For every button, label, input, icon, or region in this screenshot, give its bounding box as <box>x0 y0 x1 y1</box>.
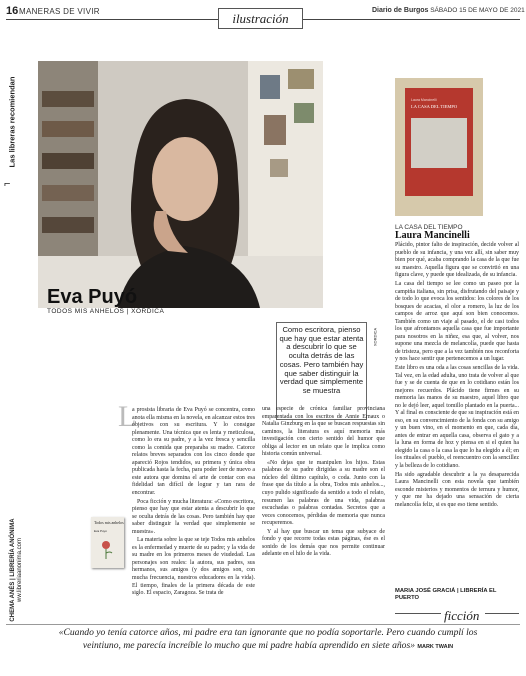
pull-quote-text: «Cuando yo tenía catorce años, mi padre era tan ignorante que no podía soportarle. Pero cuando cumplí los veintiuno, me parecía increíble lo mucho que mi padre había aprendido en siete años» <box>58 627 478 651</box>
paragraph: «No dejas que te manipulen los hijos. Estas palabras de su padre dirigidas a su madre son el núcleo del último capítulo, o coda. Junto con la frase que da título a la obra, Todos mis anhelos..., cuyo pulido significado da sentido a todo el relato, resumen las palabras de una vida, palabras escuchadas o palabras contadas. Secretos que a veces conocemos, pérdidas de memoria que nunca recuperemos. <box>262 459 385 527</box>
author-name: Eva Puyó <box>47 286 138 308</box>
book-cover-image <box>411 118 467 168</box>
divider <box>395 613 441 614</box>
reviewer-credit <box>6 500 23 640</box>
paragraph: La casa del tiempo se lee como un paseo por la campiña italiana, sin prisa, disfrutando del paisaje y de todo lo que evoca los sentidos: los colores de los bosques de acacias, el olor a romero, la luz de los campos de arroz que aquí son bien conocemos. También como un viaje al pasado, el de casi todos los que afrontamos aquella casa que fue importante para nosotros en la niñez, esa que, al volver, nos supone una mezcla de melancolía, puede que hasta de tristeza, pero que a la vez también nos reconforta y nos hace sentir que pertenecemos a un lugar. <box>395 281 519 362</box>
flower-icon <box>96 537 116 559</box>
series-label-text: Las libreras recomiendan <box>7 76 17 168</box>
author-photo <box>38 61 323 308</box>
section-name: MANERAS DE VIVIR <box>19 7 100 16</box>
reviewer-name: CHEMA ANÉS | LIBRERÍA ANÓNIMA <box>10 518 16 622</box>
book-cover-author: Laura Mancinelli <box>411 98 437 102</box>
pull-quote <box>58 627 478 652</box>
quote-box: Como escritora, pienso que hay que estar atenta a descubrir lo que se oculta detrás de las cosas. Pero también hay que saber distinguir la verdad que simplemente se muestra <box>276 322 367 420</box>
book-cover-author: Eva Puyó <box>94 529 107 533</box>
divider <box>485 613 519 614</box>
page-number: 16 <box>6 5 19 17</box>
sidebar-reviewer: MARIA JOSÉ GRACIÁ | LIBRERÍA EL <box>395 588 497 594</box>
paragraph: Y al hay que buscar un tema que subyace de fondo y que recorre todas estas páginas, ése es el sonido de los demás que nos permite continuar adelante en el hilo de la vida. <box>262 528 385 558</box>
pull-quote-source: MARK TWAIN <box>417 643 454 650</box>
article-column-2 <box>262 406 385 560</box>
photo-credit-text: XORDICA <box>372 327 378 347</box>
book-cover-casa-del-tiempo <box>395 78 483 216</box>
paragraph: Ha sido agradable descubrir a la ya desaparecida Laura Mancinelli con esta novela que también esconde misterios y momentos de ternura y humor, y que me ha dejado una sensación de cierta melancolía feliz, si es que eso tiene sentido. <box>395 471 519 508</box>
sidebar-kicker: LA CASA DEL TIEMPO <box>395 224 463 231</box>
book-cover-todos-mis-anhelos <box>91 517 124 568</box>
drop-cap: L <box>118 400 137 433</box>
paragraph: Plácido, pintor falto de inspiración, decide volver al pueblo de su infancia, y una vez allí, sin saber muy bien por qué, acaba comprando la casa de la que fue su maestro. Aquella figura que se convirtió en una figura clave, y puede que idealizada, de su infancia. <box>395 242 519 278</box>
book-line: TODOS MIS ANHELOS | XORDICA <box>47 308 165 315</box>
reviewer-website: ww.libreriaanonima.com <box>17 537 23 603</box>
genre-label: ficción <box>444 608 480 623</box>
section-tag: ilustración <box>218 8 303 29</box>
sidebar-title: Laura Mancinelli <box>395 230 470 241</box>
paragraph: Este libro es una oda a las cosas sencillas de la vida. Tal vez, en la edad adulta, uno trata de volver al que fue y se de cuenta de que en lo cotidiano están los mejores recuerdos. Plácido tiene firmes en su memoria las manos de su maestro, aquel libro que no le dejó leer, aquel tomillo plantado en la puerta... Y al final es consciente de que su inspiración está en eso, en su convencimiento de la fonda con su amigo y un buen vino, en el momento en que, cada día, antes de entrar en aquella casa, observa el gato y a la luna en forma de hoz y piensa en si el quien ha elegido la casa o la casa la que lo ha elegido a él; en los rituales el pueblo, el reencuentro con la sencillez y la belleza de lo cotidiano. <box>395 365 519 469</box>
sidebar-body <box>395 242 519 511</box>
article-column-1 <box>132 407 255 599</box>
footer-rule <box>6 624 520 625</box>
paragraph: La materia sobre la que se teje Todos mis anhelos es la enfermedad y muerte de su padre; y la vida de su madre en los primeros meses de viudedad. Las personajes son reales: la autora, sus padres, sus hermanos, sus amigos (y dos amigos son, con mucha frecuencia, nuestros educadores en la vida). El tiempo, finales de la primera década de este siglo. El espacio, Zaragoza. Se trata de <box>132 537 255 597</box>
photo-credit <box>372 322 378 352</box>
issue-date: SÁBADO 15 DE MAYO DE 2021 <box>430 7 525 14</box>
book-cover-title: Todos mis anhelos <box>94 520 124 525</box>
paragraph: una especie de crónica familiar provinciana emparentada con los escritos de Annie Ernaux o Natalia Ginzburg en la que se buscan respuestas sin caminos, la literatura es aquí memoria más investigación con cierto sentido del humor que obliga al lector en un relato que le implica como historia común universal. <box>262 406 385 458</box>
paragraph: Poca ficción y mucha literatura: «Como escritora, pienso que hay que estar atenta a descubrir lo que se oculta detrás de las cosas. Pero también hay que saber distinguir la verdad que simplemente se muestra». <box>132 498 255 535</box>
arrow-icon: ⌐ <box>4 178 11 190</box>
paper-name: Diario de Burgos <box>372 7 429 14</box>
book-cover-title: LA CASA DEL TIEMPO <box>411 104 458 109</box>
sidebar-reviewer-2: PUERTO <box>395 595 420 601</box>
series-label <box>6 62 18 182</box>
paragraph: a prosista libraria de Eva Puyó se concentra, como anota ella misma en la novela, en alcanzar estos tres objetivos con su escritura. Y lo consigue plenamente. Una técnica que es lenta y meticulosa, como lo era su padre, y a la vez fresca y sencilla como la comida que preparaba su madre. Catorce relatos breves separados con los cinco donde que apareció Rojos tendidos, su primera y única obra publicada hasta la fecha, para poder leer de nuevo a este autora que domina el arte de contar con esa fidelidad tan difícil de lograr y tan rara de encontrar. <box>132 407 255 497</box>
book-cover-front <box>405 88 473 196</box>
paper-date <box>372 7 525 14</box>
